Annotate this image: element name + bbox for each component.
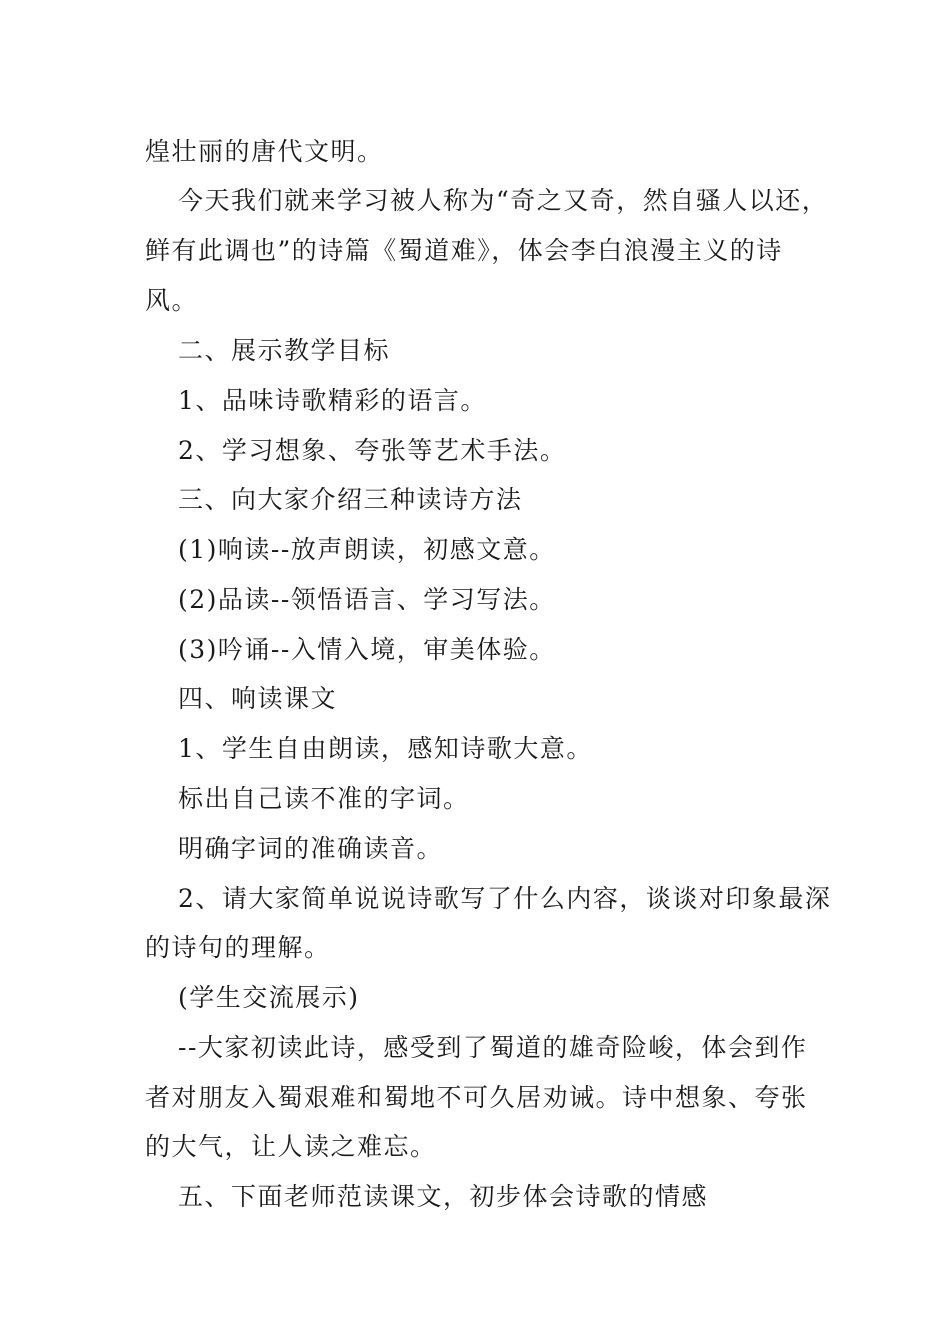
section-heading: 二、展示教学目标 bbox=[178, 336, 391, 365]
text-line: (学生交流展示) bbox=[178, 983, 360, 1012]
section-heading: 三、向大家介绍三种读诗方法 bbox=[178, 485, 523, 514]
text-line: 者对朋友入蜀艰难和蜀地不可久居劝诫。诗中想象、夸张 bbox=[145, 1083, 808, 1112]
text-line: 2、学习想象、夸张等艺术手法。 bbox=[178, 436, 567, 465]
text-line: 明确字词的准确读音。 bbox=[178, 834, 444, 863]
text-line: (2)品读--领悟语言、学习写法。 bbox=[178, 585, 556, 614]
text-line: --大家初读此诗，感受到了蜀道的雄奇险峻，体会到作 bbox=[178, 1033, 808, 1062]
text-line: 1、学生自由朗读，感知诗歌大意。 bbox=[178, 734, 593, 763]
text-line: 的诗句的理解。 bbox=[145, 933, 331, 962]
text-line: 风。 bbox=[145, 286, 199, 315]
text-line: 标出自己读不准的字词。 bbox=[178, 784, 470, 813]
text-line: 鲜有此调也”的诗篇《蜀道难》，体会李白浪漫主义的诗 bbox=[145, 236, 783, 265]
text-line: 1、品味诗歌精彩的语言。 bbox=[178, 386, 487, 415]
text-line: 2、请大家简单说说诗歌写了什么内容，谈谈对印象最深 bbox=[178, 884, 832, 913]
text-line: 的大气，让人读之难忘。 bbox=[145, 1132, 437, 1161]
section-heading: 四、响读课文 bbox=[178, 684, 338, 713]
section-heading: 五、下面老师范读课文，初步体会诗歌的情感 bbox=[178, 1182, 709, 1211]
text-line: 今天我们就来学习被人称为“奇之又奇，然自骚人以还， bbox=[178, 186, 829, 215]
text-line: 煌壮丽的唐代文明。 bbox=[145, 137, 384, 166]
text-line: (1)响读--放声朗读，初感文意。 bbox=[178, 535, 556, 564]
text-line: (3)吟诵--入情入境，审美体验。 bbox=[178, 635, 556, 664]
